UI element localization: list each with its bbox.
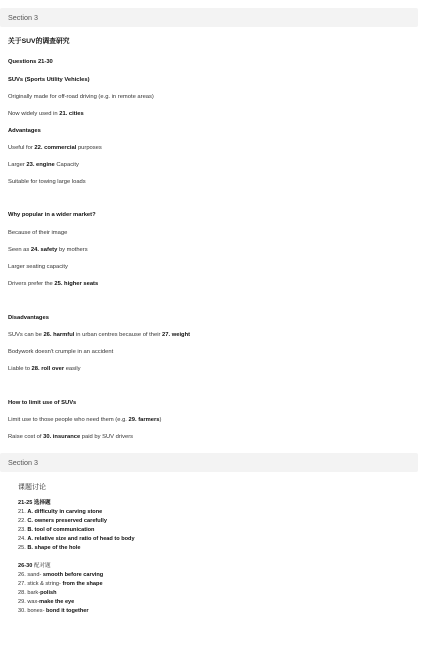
answer-row [18, 580, 421, 589]
note-text: Drivers prefer the [8, 281, 55, 287]
note-line: Larger seating capacity [8, 264, 68, 270]
section-header: Section 3 [0, 453, 418, 472]
section-header: Section 3 [0, 8, 418, 27]
note-line [8, 280, 421, 288]
answer-number: 28. bark- [18, 590, 41, 596]
answer: smooth before carving [42, 572, 104, 578]
answer-row [18, 589, 421, 598]
answer-number: 29. wax- [18, 599, 40, 605]
note-line [8, 416, 421, 424]
answer-row [18, 598, 421, 607]
answer-row [18, 526, 421, 535]
answer-row [18, 544, 421, 553]
note-text: easily [64, 366, 81, 372]
note-text: ) [159, 417, 162, 423]
answer-row [18, 607, 421, 616]
answer: 22. commercial [34, 145, 77, 151]
answer-row [18, 508, 421, 517]
note-line [8, 331, 421, 339]
questions-range: Questions 21-30 [8, 59, 53, 65]
note-line [8, 161, 421, 169]
answer-number: 22. [18, 518, 28, 524]
group-label-number: 26-30 [18, 563, 33, 569]
answer-row [18, 517, 421, 526]
answer: bond it together [46, 608, 89, 614]
answer: 23. engine [26, 162, 55, 168]
note-line: Suitable for towing large loads [8, 179, 86, 185]
answer: 27. weight [162, 332, 191, 338]
group-label-text: 配对题 [32, 563, 51, 569]
answer: 25. higher seats [54, 281, 99, 287]
note-text: Useful for [8, 145, 35, 151]
note-text: Larger [8, 162, 27, 168]
answer: A. difficulty in carving stone [27, 509, 103, 515]
answer-number: 26. sand- [18, 572, 43, 578]
note-text: Raise cost of [8, 434, 44, 440]
note-text: SUVs can be [8, 332, 44, 338]
note-line [8, 365, 421, 373]
note-text: in urban centres because of their [74, 332, 163, 338]
answer: 30. insurance [43, 434, 81, 440]
answer: 28. roll over [31, 366, 65, 372]
answer: 21. cities [59, 111, 84, 117]
note-text: by mothers [57, 247, 88, 253]
answer: C. owners preserved carefully [27, 518, 107, 524]
section-title: 关于SUV的调查研究 [8, 38, 70, 45]
note-text: Now widely used in [8, 111, 60, 117]
answer-number: 27. stick & string- [18, 581, 63, 587]
note-line [8, 144, 421, 152]
note-text: Limit use to those people who need them (e.g. [8, 417, 129, 423]
answer: make the eye [39, 599, 75, 605]
answer-number: 30. bones- [18, 608, 46, 614]
group-label [18, 499, 421, 508]
answer-row [18, 535, 421, 544]
limit-heading: How to limit use of SUVs [8, 400, 77, 406]
group-label [18, 562, 421, 571]
note-text: purposes [76, 145, 102, 151]
answer: A. relative size and ratio of head to body [27, 536, 135, 542]
answer-row [18, 571, 421, 580]
answer: 24. safety [30, 247, 58, 253]
note-line: Bodywork doesn't crumple in an accident [8, 349, 114, 355]
answer: polish [40, 590, 57, 596]
group-label-text: 21-25 选择题 [18, 500, 51, 506]
note-line: Originally made for off-road driving (e.g. in remote areas) [8, 94, 154, 100]
answer: from the shape [62, 581, 103, 587]
note-text: Liable to [8, 366, 32, 372]
answer: 29. farmers [128, 417, 160, 423]
answer-number: 23. [18, 527, 28, 533]
note-text: Capacity [54, 162, 79, 168]
answer: 26. harmful [43, 332, 75, 338]
note-text: paid by SUV drivers [80, 434, 134, 440]
answer: B. shape of the hole [27, 545, 81, 551]
note-text: Seen as [8, 247, 31, 253]
topic-heading: SUVs (Sports Utility Vehicles) [8, 77, 90, 83]
advantages-heading: Advantages [8, 128, 41, 134]
note-line [8, 246, 421, 254]
answer: B. tool of communication [27, 527, 95, 533]
discussion-block [18, 483, 421, 616]
section-title: 课题讨论 [18, 484, 46, 491]
answer-number: 25. [18, 545, 28, 551]
note-line: Because of their image [8, 230, 68, 236]
answer-number: 21. [18, 509, 28, 515]
note-line [8, 110, 421, 118]
disadvantages-heading: Disadvantages [8, 315, 49, 321]
why-heading: Why popular in a wider market? [8, 212, 96, 218]
answer-number: 24. [18, 536, 28, 542]
note-line [8, 433, 421, 441]
